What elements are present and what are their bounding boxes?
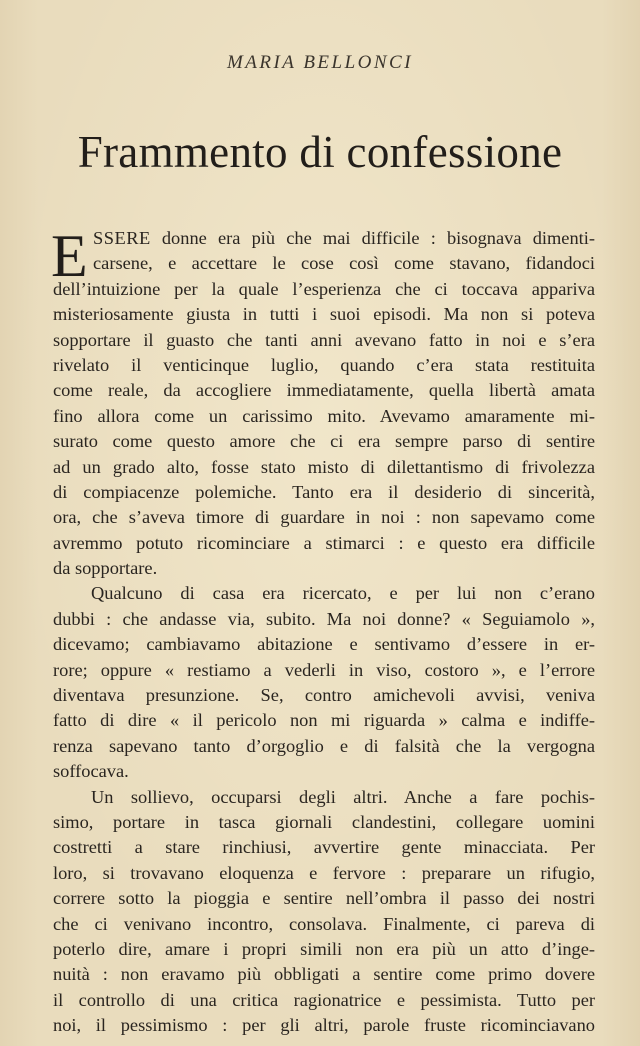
text-line: dell’intuizione per la quale l’esperienza che ci toccava appariva [53, 278, 595, 299]
text-line: avremmo potuto ricominciare a stimarci : e questo era difficile [53, 532, 595, 553]
text-line: che ci venivano incontro, consolava. Finalmente, ci pareva di [53, 913, 595, 934]
text-line: fino allora come un carissimo mito. Avevamo amaramente mi- [53, 405, 595, 426]
text-line: soffocava. [53, 761, 129, 782]
text-line: noi, il pessimismo : per gli altri, parole fruste ricominciavano [53, 1015, 595, 1036]
text-line: Qualcuno di casa era ricercato, e per lui non c’erano [91, 583, 595, 604]
text-line: dicevamo; cambiavamo abitazione e sentivamo d’essere in er- [53, 634, 595, 655]
text-line: ad un grado alto, fosse stato misto di dilettantismo di frivolezza [53, 456, 595, 477]
text-line: correre sotto la pioggia e sentire nell’ombra il passo dei nostri [53, 888, 595, 909]
text-line: renza sapevano tanto d’orgoglio e di falsità che la vergogna [53, 735, 595, 756]
text-line: loro, si trovavano eloquenza e fervore : preparare un rifugio, [53, 862, 595, 883]
text-line: SSERE donne era più che mai difficile : bisognava dimenti- [93, 228, 595, 248]
author-name: MARIA BELLONCI [226, 52, 414, 73]
text-line: il controllo di una critica ragionatrice e pessimista. Tutto per [53, 989, 595, 1010]
text-line: nuità : non eravamo più obbligati a sentire come primo dovere [53, 964, 595, 985]
text-line: poterlo dire, amare i propri simili non era più un atto d’inge- [53, 938, 595, 959]
text-line: sopportare il guasto che tanti anni avevano fatto in noi e s’era [53, 329, 595, 350]
paragraph [53, 785, 595, 1039]
text-line: come reale, da accogliere immediatamente, quella libertà amata [53, 380, 595, 401]
text-line: simo, portare in tasca giornali clandestini, collegare uomini [53, 811, 595, 832]
first-word-smallcaps: SSERE [93, 228, 151, 248]
article-body [51, 223, 595, 1039]
drop-cap: E [51, 223, 88, 289]
text-line: rore; oppure « restiamo a vederli in viso, costoro », e l’errore [53, 659, 595, 680]
text-line: costretti a stare rinchiusi, avvertire gente minacciata. Per [53, 837, 595, 858]
text-line: rivelato il venticinque luglio, quando c’era stata restituita [53, 354, 595, 375]
text-line: dubbi : che andasse via, subito. Ma noi donne? « Seguiamolo », [53, 608, 595, 629]
text-line: di compiacenze polemiche. Tanto era il desiderio di sincerità, [53, 481, 595, 502]
paragraph [51, 223, 595, 581]
text-line: surato come questo amore che ci era sempre parso di sentire [53, 431, 595, 452]
article-title: Frammento di confessione [77, 127, 563, 177]
text-line: Un sollievo, occuparsi degli altri. Anche a fare pochis- [91, 786, 595, 807]
text-line: da sopportare. [53, 558, 158, 579]
paragraph [53, 581, 595, 784]
text-line: fatto di dire « il pericolo non mi riguarda » calma e indiffe- [53, 710, 595, 731]
text-line: carsene, e accettare le cose così come stavano, fidandoci [93, 253, 595, 274]
text-line: ora, che s’aveva timore di guardare in noi : non sapevamo come [53, 507, 595, 528]
text-line: diventava presunzione. Se, contro amichevoli avvisi, veniva [53, 685, 595, 706]
text-line: misteriosamente giusta in tutti i suoi episodi. Ma non si poteva [53, 304, 595, 325]
